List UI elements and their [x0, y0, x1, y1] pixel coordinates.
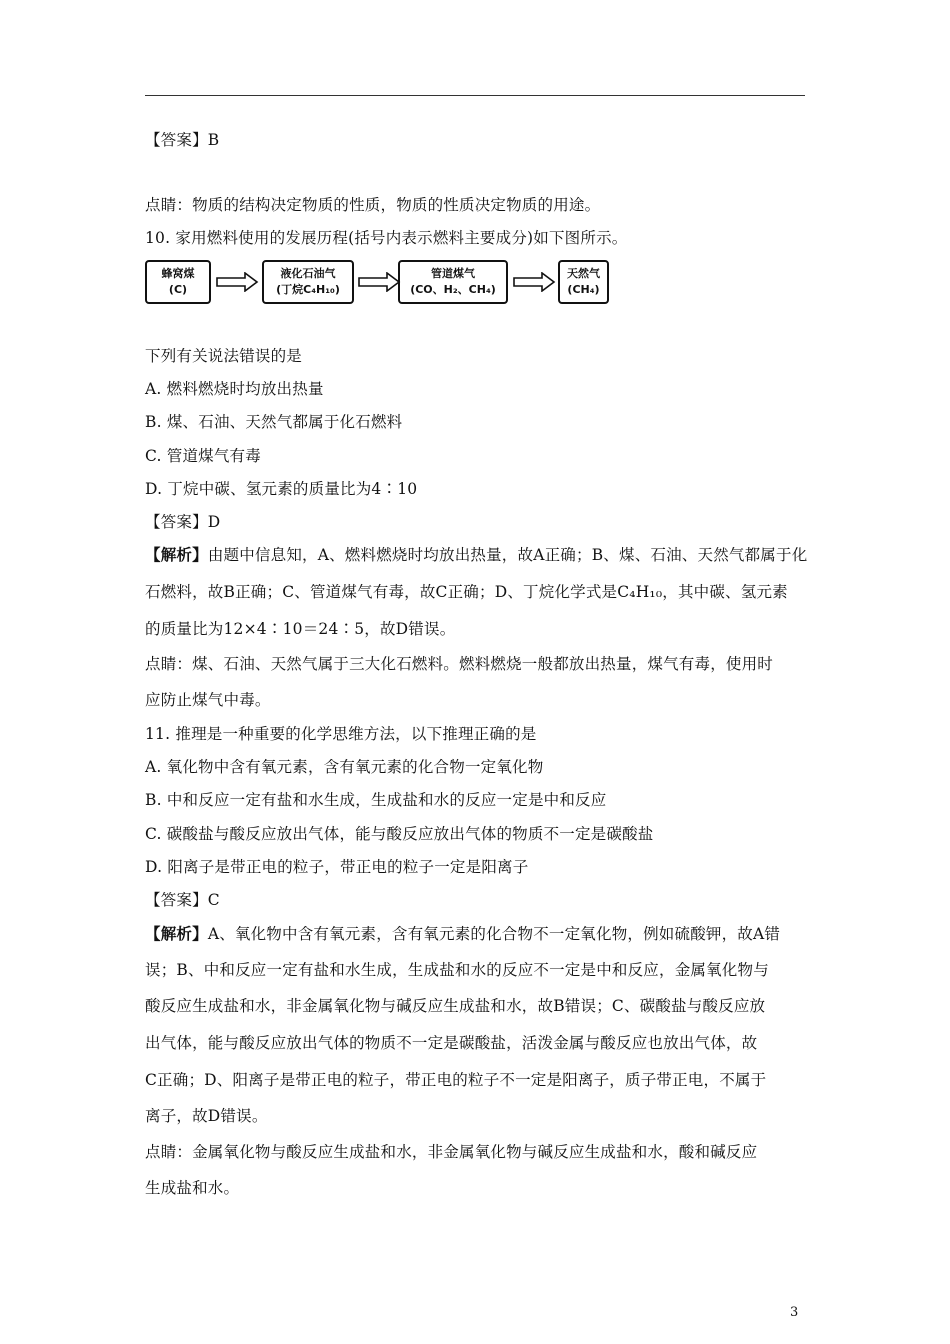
- q10-note-line-1: 点睛：煤、石油、天然气属于三大化石燃料。燃料燃烧一般都放出热量，煤气有毒，使用时: [145, 655, 774, 673]
- analysis-label: 【解析】: [145, 545, 208, 564]
- q11-option-d: D. 阳离子是带正电的粒子，带正电的粒子一定是阳离子: [145, 858, 529, 876]
- q11-note-line-1: 点睛：金属氧化物与酸反应生成盐和水，非金属氧化物与碱反应生成盐和水，酸和碱反应: [145, 1143, 758, 1161]
- q11-analysis-line-1: 【解析】A、氧化物中含有氧元素，含有氧元素的化合物不一定氧化物，例如硫酸钾，故A错: [145, 924, 781, 943]
- flow-box-natural-gas: 天然气 (CH₄): [558, 260, 609, 304]
- q10-prompt: 下列有关说法错误的是: [145, 347, 303, 365]
- q11-analysis-line-6: 离子，故D错误。: [145, 1107, 268, 1125]
- q10-analysis-line-2: 石燃料，故B正确；C、管道煤气有毒，故C正确；D、丁烷化学式是C₄H₁₀，其中碳、氢元素: [145, 583, 788, 601]
- q10-option-d: D. 丁烷中碳、氢元素的质量比为4∶10: [145, 480, 418, 498]
- q11-option-b: B. 中和反应一定有盐和水生成，生成盐和水的反应一定是中和反应: [145, 791, 607, 809]
- q11-option-c: C. 碳酸盐与酸反应放出气体，能与酸反应放出气体的物质不一定是碳酸盐: [145, 825, 654, 843]
- q11-analysis-line-5: C正确；D、阳离子是带正电的粒子，带正电的粒子不一定是阳离子，质子带正电，不属于: [145, 1071, 767, 1089]
- q10-analysis-line-3: 的质量比为12×4∶10＝24∶5，故D错误。: [145, 620, 456, 638]
- q10-stem: 10. 家用燃料使用的发展历程(括号内表示燃料主要成分)如下图所示。: [145, 229, 628, 247]
- q10-option-c: C. 管道煤气有毒: [145, 447, 261, 465]
- flow-box-honeycomb-coal: 蜂窝煤 (C): [145, 260, 211, 304]
- q11-note-line-2: 生成盐和水。: [145, 1179, 240, 1197]
- flow-arrow-1: [215, 272, 259, 292]
- flow-arrow-3: [512, 272, 556, 292]
- q11-stem: 11. 推理是一种重要的化学思维方法，以下推理正确的是: [145, 725, 537, 743]
- fuel-flow-diagram: [145, 260, 615, 308]
- header-rule: [145, 95, 805, 96]
- q10-note-line-2: 应防止煤气中毒。: [145, 691, 271, 709]
- q11-analysis-line-2: 误；B、中和反应一定有盐和水生成，生成盐和水的反应不一定是中和反应，金属氧化物与: [145, 961, 769, 979]
- q10-option-a: A. 燃料燃烧时均放出热量: [145, 380, 324, 398]
- q10-option-b: B. 煤、石油、天然气都属于化石燃料: [145, 413, 403, 431]
- answer-q9: 【答案】B: [145, 131, 220, 149]
- analysis-label: 【解析】: [145, 924, 208, 943]
- q11-answer: 【答案】C: [145, 891, 220, 909]
- flow-box-pipeline-gas: 管道煤气 (CO、H₂、CH₄): [398, 260, 508, 304]
- q10-analysis-line-1: 【解析】由题中信息知，A、燃料燃烧时均放出热量，故A正确；B、煤、石油、天然气都属于化: [145, 545, 808, 564]
- note-q9: 点睛：物质的结构决定物质的性质，物质的性质决定物质的用途。: [145, 196, 601, 214]
- q10-answer: 【答案】D: [145, 513, 221, 531]
- q11-analysis-line-3: 酸反应生成盐和水，非金属氧化物与碱反应生成盐和水，故B错误；C、碳酸盐与酸反应放: [145, 997, 766, 1015]
- flow-box-lpg: 液化石油气 (丁烷C₄H₁₀): [262, 260, 354, 304]
- page-number: 3: [790, 1305, 799, 1320]
- q11-analysis-line-4: 出气体，能与酸反应放出气体的物质不一定是碳酸盐，活泼金属与酸反应也放出气体，故: [145, 1034, 758, 1052]
- q11-option-a: A. 氧化物中含有氧元素，含有氧元素的化合物一定氧化物: [145, 758, 544, 776]
- flow-arrow-2: [357, 272, 401, 292]
